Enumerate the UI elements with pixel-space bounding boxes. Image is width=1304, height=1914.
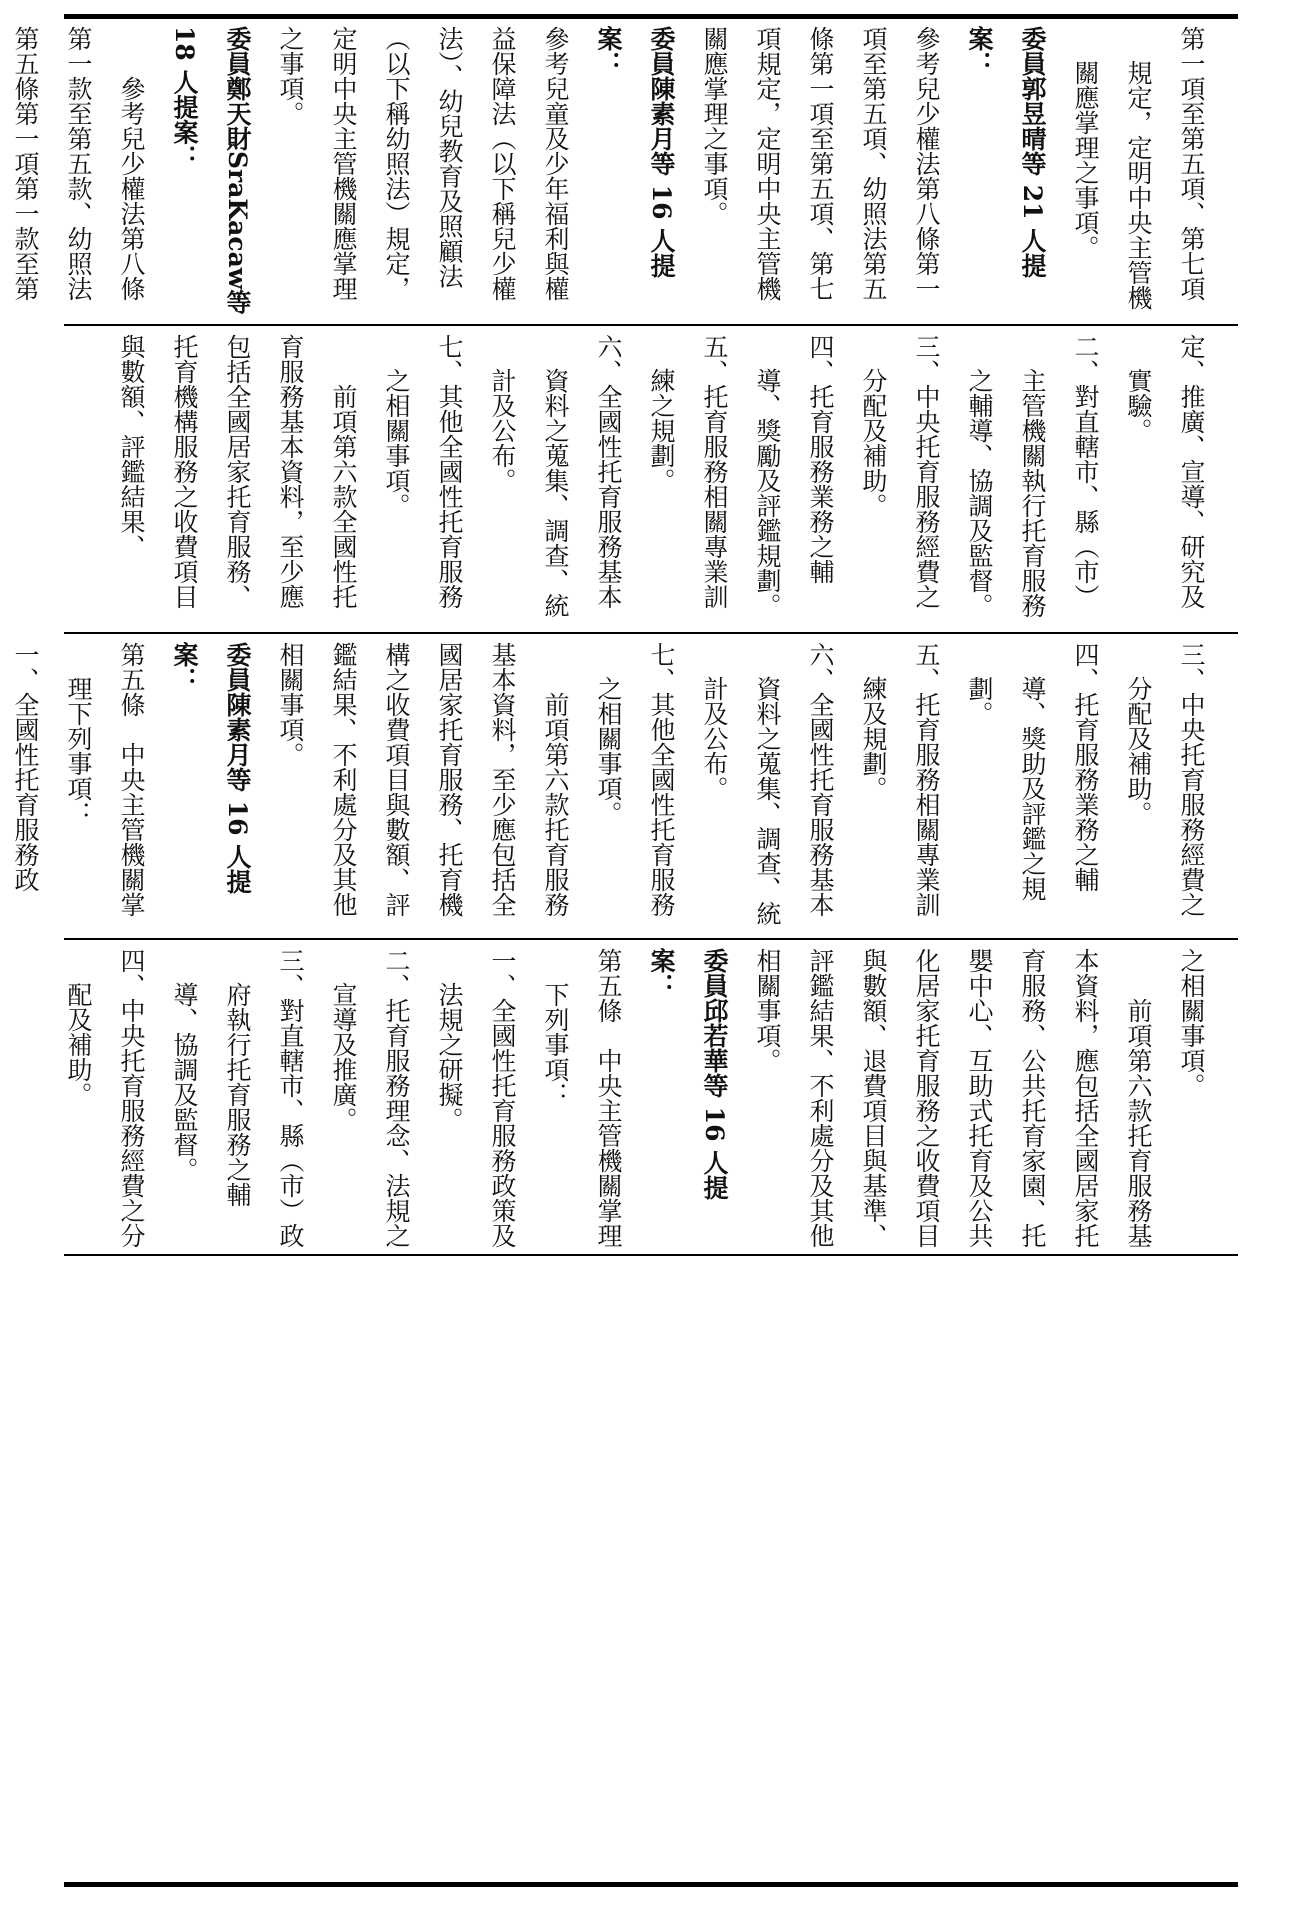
text-section-2 <box>88 334 1218 626</box>
paragraph: 四、托育服務業務之輔導、獎助及評鑑之規劃。 <box>965 642 1100 901</box>
proposal-heading: 委員陳素月等 16 人提案： <box>170 642 252 895</box>
paragraph: 三、對直轄市、縣（市）政府執行托育服務之輔導、協調及監督。 <box>170 948 305 1248</box>
paragraph: 三、中央托育服務經費之分配及補助。 <box>1124 642 1206 917</box>
paragraph: 五、托育服務相關專業訓練及規劃。 <box>859 642 941 917</box>
bottom-rule <box>64 1882 1238 1887</box>
paragraph: 七、其他全國性托育服務之相關事項。 <box>382 334 464 609</box>
paragraph: 參考兒少權法第八條第一款至第五款、幼照法第五條第一項第一款至第 <box>11 26 146 301</box>
text-section-4 <box>64 948 1218 1248</box>
paragraph: 一、全國性托育服務政 <box>11 642 40 892</box>
paragraph: 四、托育服務業務之輔導、獎勵及評鑑規劃。 <box>753 334 835 618</box>
section-divider <box>64 938 1238 940</box>
section-divider <box>64 1254 1238 1256</box>
paragraph: 參考兒少權法第八條第一項至第五項、幼照法第五條第一項至第五項、第七項規定，定明中央主管機關應掌理之事項。 <box>700 26 941 301</box>
top-rule <box>64 14 1238 19</box>
paragraph: 定、推廣、宣導、研究及實驗。 <box>1124 334 1206 609</box>
proposal-heading: 委員鄭天財SraKacaw等 18 人提案： <box>170 26 252 324</box>
paragraph: 之相關事項。 <box>1177 948 1206 1098</box>
paragraph: 第五條 中央主管機關掌理下列事項： <box>541 948 623 1248</box>
paragraph: 第五條 中央主管機關掌理下列事項： <box>64 642 146 917</box>
text-section-1 <box>11 26 1218 324</box>
paragraph: 二、對直轄市、縣（市）主管機關執行托育服務之輔導、協調及監督。 <box>965 334 1100 618</box>
section-divider <box>64 632 1238 634</box>
paragraph: 二、托育服務理念、法規之宣導及推廣。 <box>329 948 411 1248</box>
paragraph: 前項第六款托育服務基本資料，至少應包括全國居家托育服務、托育機構之收費項目與數額、評鑑結果、不利處分及其他相關事項。 <box>276 642 570 917</box>
proposal-heading: 委員陳素月等 16 人提案： <box>594 26 676 279</box>
paragraph: 七、其他全國性托育服務之相關事項。 <box>594 642 676 917</box>
paragraph: 四、中央托育服務經費之分配及補助。 <box>64 948 146 1248</box>
paragraph: 一、全國性托育服務政策及法規之研擬。 <box>435 948 517 1248</box>
paragraph: 前項第六款全國性托育服務基本資料，至少應包括全國居家托育服務、托育機構服務之收費項目與數額、評鑑結果、 <box>117 334 358 609</box>
paragraph: 第一項至第五項、第七項規定，定明中央主管機關應掌理之事項。 <box>1071 26 1206 310</box>
paragraph: 三、中央托育服務經費之分配及補助。 <box>859 334 941 609</box>
proposal-heading: 委員郭昱晴等 21 人提案： <box>965 26 1047 279</box>
text-section-3 <box>11 642 1218 934</box>
paragraph: 六、全國性托育服務基本資料之蒐集、調查、統計及公布。 <box>488 334 623 618</box>
proposal-heading: 委員邱若華等 16 人提案： <box>647 948 729 1201</box>
paragraph: 前項第六款托育服務基本資料，應包括全國居家托育服務、公共托育家園、托嬰中心、互助式托育及公共化居家托育服務之收費項目與數額、退費項目與基準、評鑑結果、不利處分及其他相關事項。 <box>753 948 1153 1248</box>
paragraph: 參考兒童及少年福利與權益保障法（以下稱兒少權法）、幼兒教育及照顧法（以下稱幼照法）規定，定明中央主管機關應掌理之事項。 <box>276 26 570 301</box>
paragraph: 六、全國性托育服務基本資料之蒐集、調查、統計及公布。 <box>700 642 835 926</box>
paragraph: 五、托育服務相關專業訓練之規劃。 <box>647 334 729 609</box>
section-divider <box>64 324 1238 326</box>
